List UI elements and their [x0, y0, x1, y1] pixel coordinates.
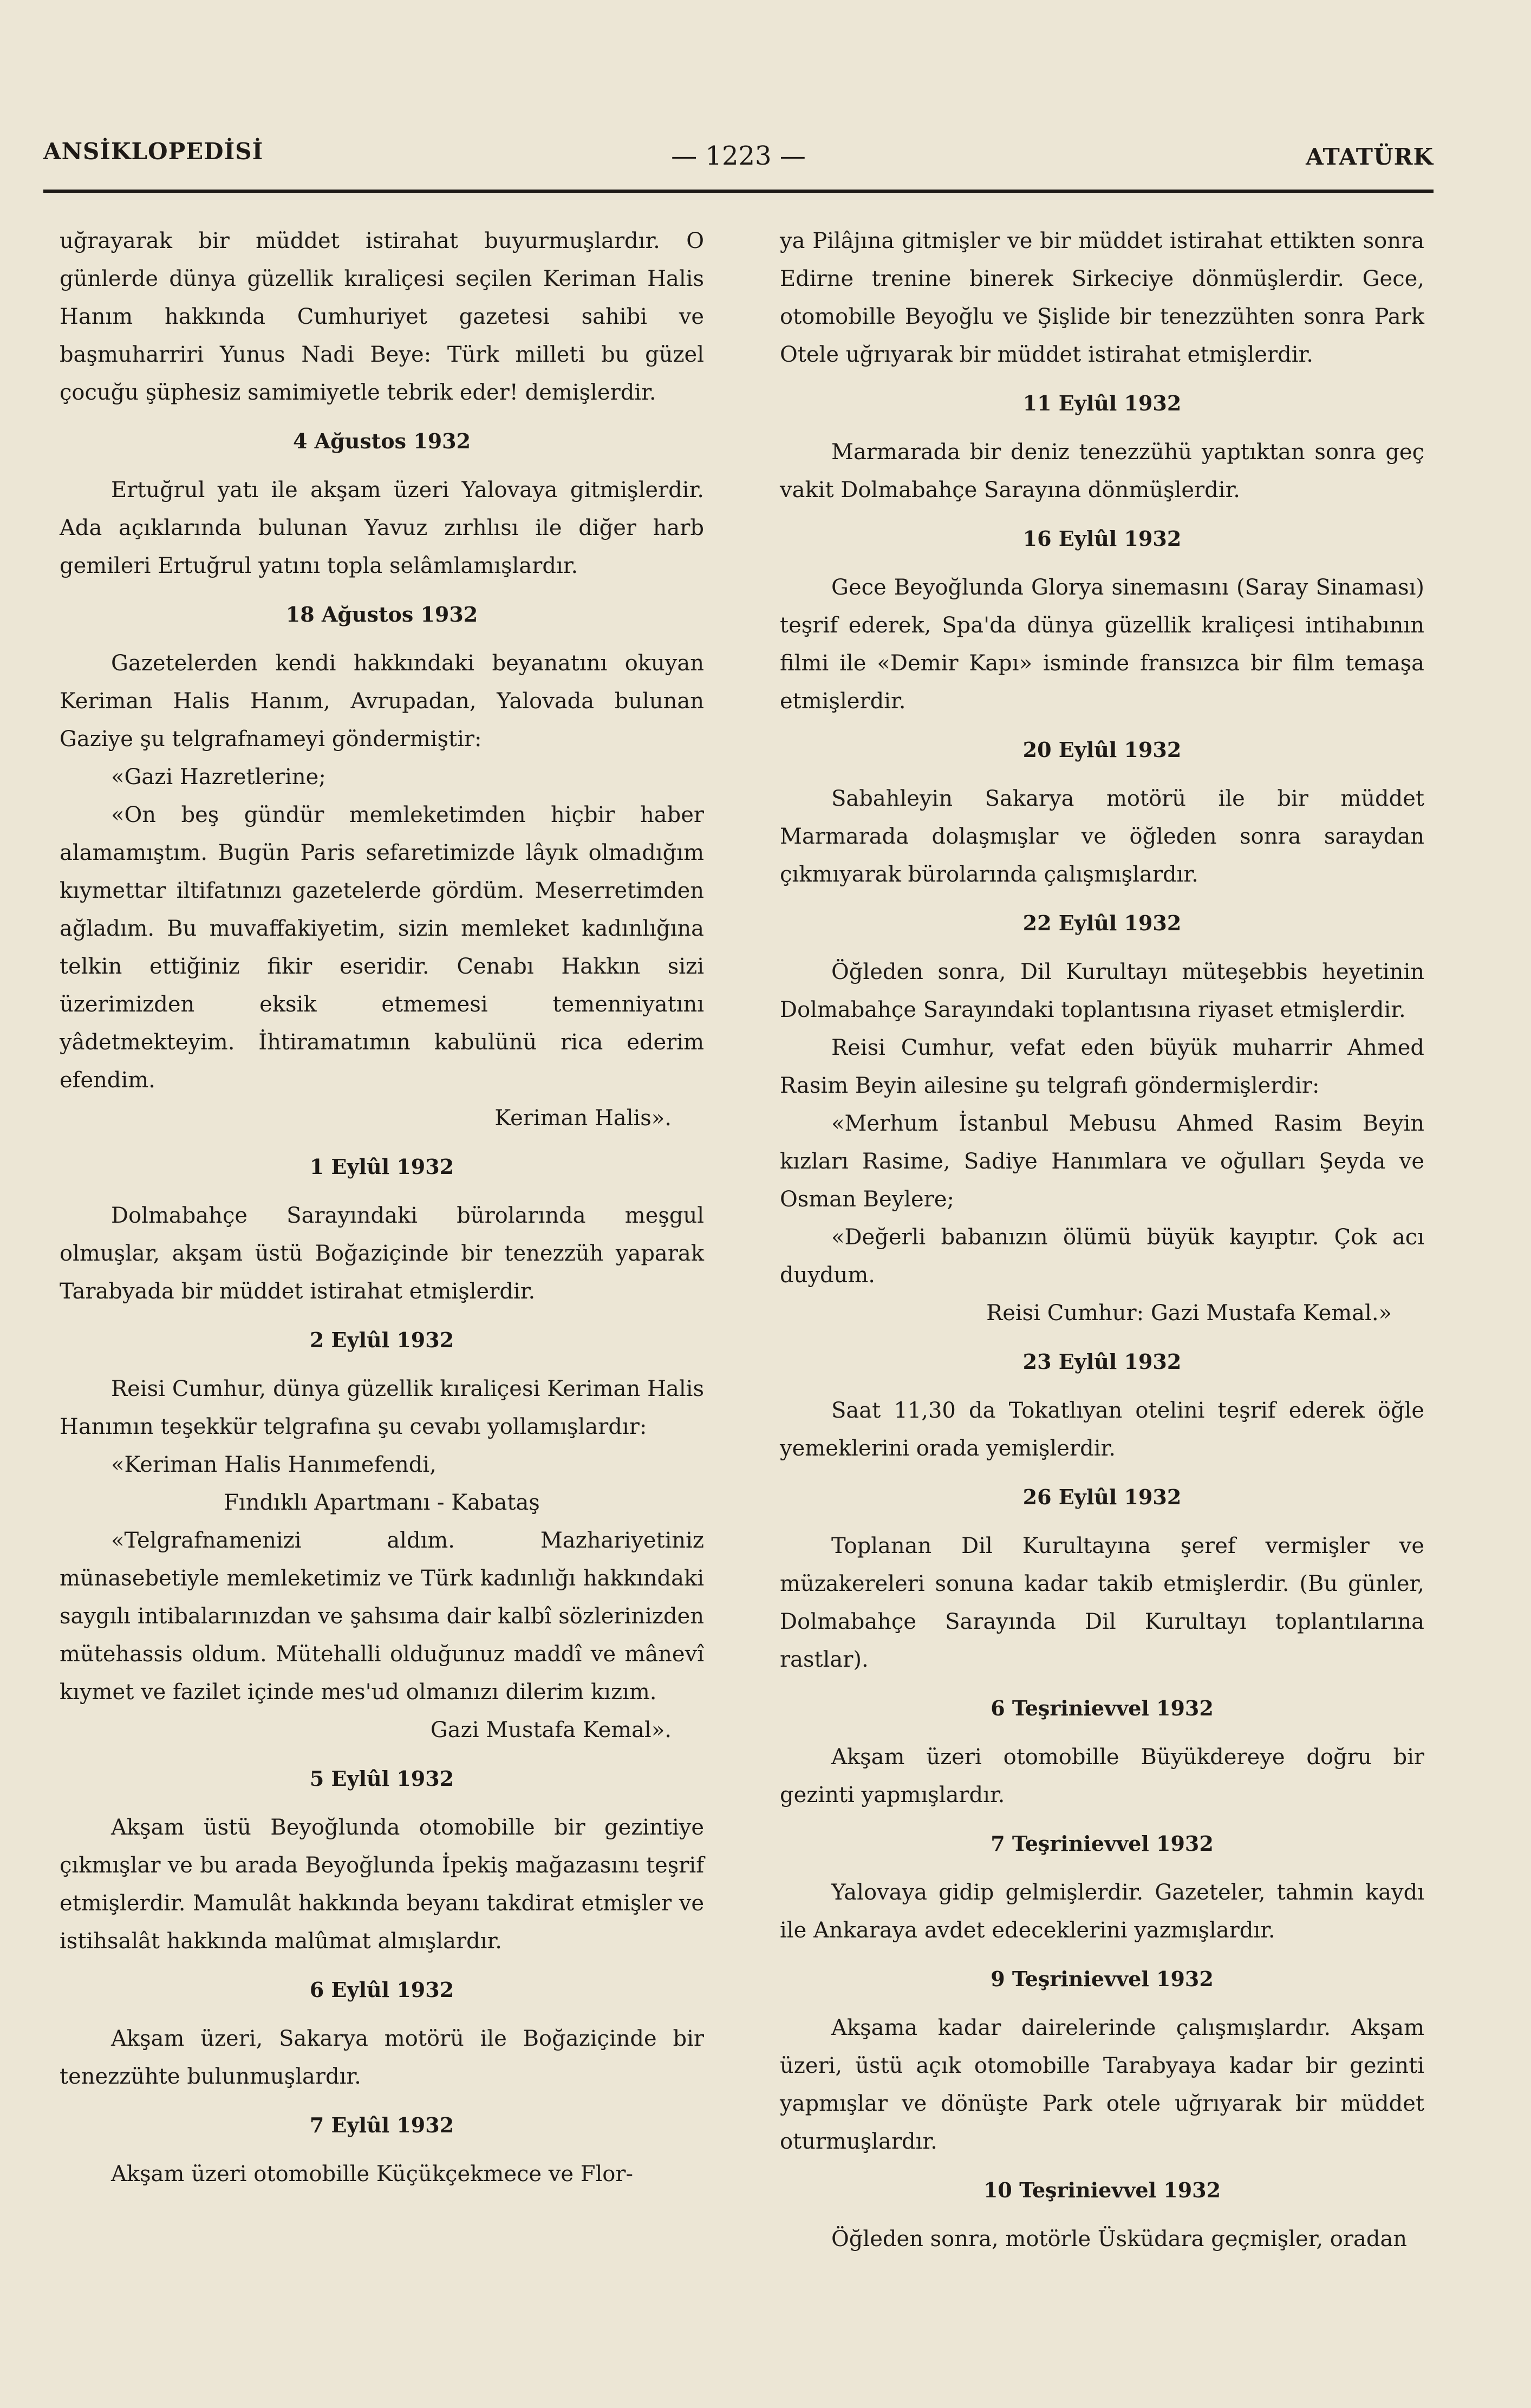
paragraph: Gazetelerden kendi hakkındaki beyanatını okuyan Keriman Halis Hanım, Avrupadan, Yalovada bulunan Gaziye şu telgrafnameyi göndermiştir:: [60, 651, 704, 752]
date-heading: 10 Teşrinievvel 1932: [983, 2178, 1221, 2202]
paragraph: «Değerli babanızın ölümü büyük kayıptır. Çok acı duydum.: [780, 1225, 1424, 1288]
paragraph: «Telgrafnamenizi aldım. Mazhariyetiniz münasebetiyle memleketimiz ve Türk kadınlığı hakkındaki saygılı intibalarınızdan ve şahsıma dair kalbî sözlerinizden mütehassis oldum. Mütehalli olduğunuz maddî ve mânevî kıymet ve fazilet içinde mes'ud olmanızı dilerim kızım.: [60, 1528, 704, 1705]
date-heading: 6 Teşrinievvel 1932: [991, 1696, 1214, 1720]
page-number: — 1223 —: [671, 141, 806, 171]
paragraph: «Gazi Hazretlerine;: [111, 765, 326, 789]
address-line: Fındıklı Apartmanı - Kabataş: [224, 1490, 540, 1515]
paragraph: Reisi Cumhur, vefat eden büyük muharrir Ahmed Rasim Beyin ailesine şu telgrafı göndermişlerdir:: [780, 1035, 1424, 1098]
signature: Reisi Cumhur: Gazi Mustafa Kemal.»: [986, 1301, 1392, 1326]
header-rule: [43, 190, 1434, 193]
date-heading: 6 Eylûl 1932: [309, 1978, 454, 2002]
paragraph: Akşam üzeri, Sakarya motörü ile Boğaziçinde bir tenezzühte bulunmuşlardır.: [60, 2026, 704, 2089]
paragraph: Akşam üzeri otomobille Küçükçekmece ve Flor-: [111, 2162, 634, 2187]
paragraph: Öğleden sonra, motörle Üsküdara geçmişler, oradan: [831, 2227, 1408, 2252]
paragraph: Yalovaya gidip gelmişlerdir. Gazeteler, tahmin kaydı ile Ankaraya avdet edeceklerini yazmışlardır.: [780, 1880, 1424, 1943]
paragraph: Reisi Cumhur, dünya güzellik kıraliçesi Keriman Halis Hanımın teşekkür telgrafına şu cevabı yollamışlardır:: [60, 1376, 704, 1439]
date-heading: 7 Teşrinievvel 1932: [991, 1831, 1214, 1856]
paragraph: Öğleden sonra, Dil Kurultayı müteşebbis heyetinin Dolmabahçe Sarayındaki toplantısına riyaset etmişlerdir.: [780, 960, 1424, 1022]
signature: Keriman Halis».: [494, 1106, 672, 1131]
date-heading: 2 Eylûl 1932: [309, 1328, 454, 1352]
header-title-right: ATATÜRK: [1306, 143, 1434, 170]
date-heading: 11 Eylûl 1932: [1022, 391, 1182, 415]
header-title-left: ANSİKLOPEDİSİ: [43, 138, 264, 165]
paragraph: Marmarada bir deniz tenezzühü yaptıktan sonra geç vakit Dolmabahçe Sarayına dönmüşlerdir.: [780, 440, 1424, 503]
paragraph: ya Pilâjına gitmişler ve bir müddet istirahat ettikten sonra Edirne trenine binerek Sirkeciye dönmüşlerdir. Gece, otomobille Beyoğlu ve Şişlide bir tenezzühten sonra Park Otele uğrıyarak bir müddet istirahat etmişlerdir.: [780, 229, 1424, 367]
left-column: [60, 222, 704, 2193]
paragraph: uğrayarak bir müddet istirahat buyurmuşlardır. O günlerde dünya güzellik kıraliçesi seçilen Keriman Halis Hanım hakkında Cumhuriyet gazetesi sahibi ve başmuharriri Yunus Nadi Beye: Türk milleti bu güzel çocuğu şüphesiz samimiyetle tebrik eder! demişlerdir.: [60, 229, 704, 405]
paragraph: Saat 11,30 da Tokatlıyan otelini teşrif ederek öğle yemeklerini orada yemişlerdir.: [780, 1398, 1424, 1461]
date-heading: 1 Eylûl 1932: [309, 1154, 454, 1179]
paragraph: Akşama kadar dairelerinde çalışmışlardır. Akşam üzeri, üstü açık otomobille Tarabyaya kadar bir gezinti yapmışlar ve dönüşte Park otele uğrıyarak bir müddet oturmuşlardır.: [780, 2015, 1424, 2154]
date-heading: 18 Ağustos 1932: [285, 602, 478, 627]
paragraph: Akşam üstü Beyoğlunda otomobille bir gezintiye çıkmışlar ve bu arada Beyoğlunda İpekiş mağazasını teşrif etmişlerdir. Mamulât hakkında beyanı takdirat etmişler ve istihsalât hakkında malûmat almışlardır.: [60, 1815, 704, 1954]
paragraph: Akşam üzeri otomobille Büyükdereye doğru bir gezinti yapmışlardır.: [780, 1745, 1424, 1807]
paragraph: Gece Beyoğlunda Glorya sinemasını (Saray Sinaması) teşrif ederek, Spa'da dünya güzellik kraliçesi intihabının filmi ile «Demir Kapı» isminde fransızca bir film temaşa etmişlerdir.: [780, 575, 1424, 714]
date-heading: 7 Eylûl 1932: [309, 2113, 454, 2137]
right-column: [780, 222, 1424, 2258]
paragraph: Sabahleyin Sakarya motörü ile bir müddet Marmarada dolaşmışlar ve öğleden sonra saraydan çıkmıyarak bürolarında çalışmışlardır.: [780, 786, 1424, 887]
page-header: [43, 138, 1434, 187]
date-heading: 4 Ağustos 1932: [292, 429, 471, 453]
paragraph: Ertuğrul yatı ile akşam üzeri Yalovaya gitmişlerdir. Ada açıklarında bulunan Yavuz zırhlısı ile diğer harb gemileri Ertuğrul yatını topla selâmlamışlardır.: [60, 478, 704, 578]
date-heading: 26 Eylûl 1932: [1022, 1485, 1182, 1509]
date-heading: 23 Eylûl 1932: [1022, 1349, 1182, 1374]
signature: Gazi Mustafa Kemal».: [430, 1718, 672, 1743]
date-heading: 9 Teşrinievvel 1932: [991, 1967, 1214, 1991]
paragraph: «Keriman Halis Hanımefendi,: [111, 1452, 437, 1477]
date-heading: 16 Eylûl 1932: [1022, 526, 1182, 551]
date-heading: 20 Eylûl 1932: [1022, 738, 1182, 762]
paragraph: «Merhum İstanbul Mebusu Ahmed Rasim Beyin kızları Rasime, Sadiye Hanımlara ve oğulları Şeyda ve Osman Beylere;: [780, 1111, 1424, 1212]
paragraph: Dolmabahçe Sarayındaki bürolarında meşgul olmuşlar, akşam üstü Boğaziçinde bir tenezzüh yaparak Tarabyada bir müddet istirahat etmişlerdir.: [60, 1203, 704, 1304]
paragraph: «On beş gündür memleketimden hiçbir haber alamamıştım. Bugün Paris sefaretimizde lâyık olmadığım kıymettar iltifatınızı gazetelerde gördüm. Meserretimden ağladım. Bu muvaffakiyetim, sizin memleket kadınlığına telkin ettiğiniz fikir eseridir. Cenabı Hakkın sizi üzerimizden eksik etmemesi temenniyatını yâdetmekteyim. İhtiramatımın kabulünü rica ederim efendim.: [60, 802, 704, 1093]
date-heading: 5 Eylûl 1932: [309, 1766, 454, 1791]
paragraph: Toplanan Dil Kurultayına şeref vermişler ve müzakereleri sonuna kadar takib etmişlerdir. (Bu günler, Dolmabahçe Sarayında Dil Kurultayı toplantılarına rastlar).: [780, 1533, 1424, 1672]
date-heading: 22 Eylûl 1932: [1022, 911, 1182, 935]
